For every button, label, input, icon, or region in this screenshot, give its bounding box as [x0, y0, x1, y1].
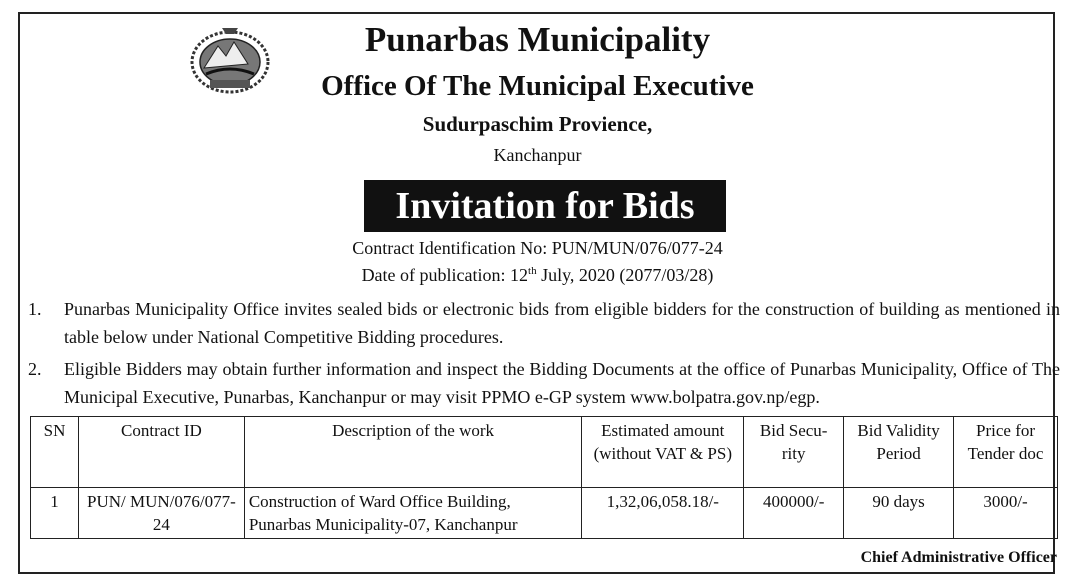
header-description: Description of the work [244, 417, 581, 488]
cell-description: Construction of Ward Office Building, Punarbas Municipality-07, Kanchanpur [244, 488, 581, 539]
publication-prefix: Date of publication: 12 [361, 265, 529, 285]
bid-table [30, 416, 1058, 539]
header-estimated-amount: Estimated amount (without VAT & PS) [582, 417, 744, 488]
office-title: Office Of The Municipal Executive [321, 70, 754, 102]
contract-id-line: Contract Identification No: PUN/MUN/076/077-24 [352, 238, 723, 258]
header-bid-validity: Bid Validity Period [844, 417, 954, 488]
cell-estimated-amount: 1,32,06,058.18/- [582, 488, 744, 539]
cell-price: 3000/- [954, 488, 1058, 539]
cell-bid-validity: 90 days [844, 488, 954, 539]
cell-sn: 1 [31, 488, 79, 539]
publication-sup: th [528, 265, 537, 277]
header-contract-id: Contract ID [78, 417, 244, 488]
cell-contract-id: PUN/ MUN/076/077-24 [78, 488, 244, 539]
province-title: Sudurpaschim Provience, [422, 112, 653, 136]
signatory: Chief Administrative Officer [860, 549, 1057, 566]
paragraph-1-number: 1. [28, 299, 42, 319]
header-bid-security: Bid Secu-rity [744, 417, 844, 488]
organization-title: Punarbas Municipality [364, 20, 711, 59]
district-title: Kanchanpur [493, 145, 582, 165]
table-header-row [31, 417, 1058, 488]
header-sn: SN [31, 417, 79, 488]
publication-suffix: July, 2020 (2077/03/28) [536, 265, 714, 285]
header-price: Price for Tender doc [954, 417, 1058, 488]
publication-date [0, 265, 1075, 286]
paragraph-1: Punarbas Municipality Office invites sealed bids or electronic bids from eligible bidders for the construction of building as mentioned in table below under National Competitive Bidding procedures. [64, 299, 1060, 347]
cell-bid-security: 400000/- [744, 488, 844, 539]
paragraph-2-number: 2. [28, 359, 42, 379]
table-row [31, 488, 1058, 539]
paragraph-2: Eligible Bidders may obtain further information and inspect the Bidding Documents at the office of Punarbas Municipality, Office of The Municipal Executive, Punarbas, Kanchanpur or may visit PPMO e-GP system www.bolpatra.gov.np/egp. [64, 359, 1060, 407]
invitation-banner: Invitation for Bids [364, 180, 726, 232]
